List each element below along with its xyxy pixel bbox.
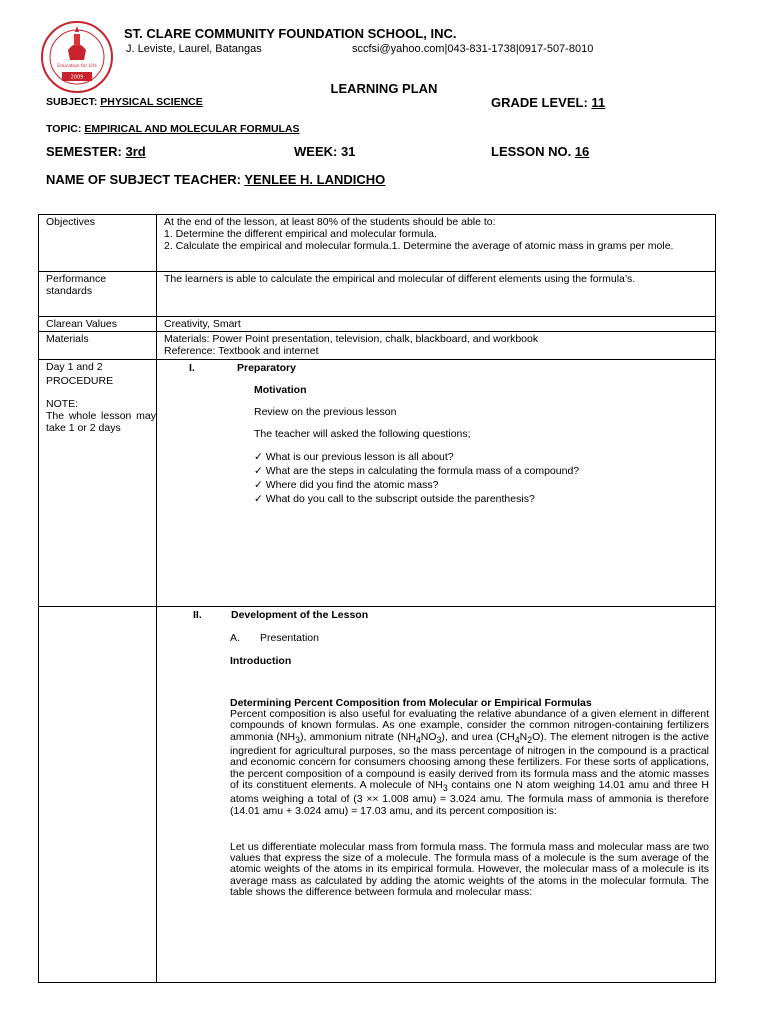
subscript: 4 xyxy=(415,734,421,745)
procedure-row-1 xyxy=(39,360,716,607)
procedure-empty-cell xyxy=(39,607,157,983)
values-label: Clarean Values xyxy=(39,317,157,332)
teacher-asks-text: The teacher will asked the following questions; xyxy=(254,428,471,440)
school-contact: sccfsi@yahoo.com|043-831-1738|0917-507-8010 xyxy=(352,43,594,55)
materials-cell xyxy=(157,332,716,360)
procedure-row-2 xyxy=(39,607,716,983)
percent-composition-text xyxy=(230,709,709,817)
objectives-label: Objectives xyxy=(39,215,157,272)
subscript: 3 xyxy=(295,734,300,745)
values-row xyxy=(39,317,716,332)
performance-label: Performance standards xyxy=(39,272,157,317)
formula-mass-text: Let us differentiate molecular mass from formula mass. The formula mass and molecular mass are two values that express the size of a molecule. The formula mass of a molecule is the sum average of the atomic weights of the atoms in its empirical formula. However, the molecular mass of a molecule is its average mass as calculated by adding the atomic weights of the atoms in the molecular formula. The table shows the difference between formula and molecular mass: xyxy=(230,840,709,899)
grade-label: GRADE LEVEL: xyxy=(491,95,592,110)
topic-label: TOPIC: xyxy=(46,123,85,135)
procedure-label-cell xyxy=(39,360,157,607)
note-label: NOTE: xyxy=(46,398,79,410)
question-item: ✓ What is our previous lesson is all about? xyxy=(254,451,454,463)
topic-field xyxy=(46,123,300,135)
development-heading xyxy=(189,609,709,621)
subscript: 4 xyxy=(514,734,520,745)
development-cell xyxy=(157,607,716,983)
subject-value: PHYSICAL SCIENCE xyxy=(100,96,203,108)
lesson-field xyxy=(491,144,589,159)
subject-field xyxy=(46,96,203,108)
grade-value: 11 xyxy=(591,95,606,110)
teacher-field xyxy=(46,172,385,187)
presentation-heading xyxy=(230,632,709,644)
question-item: ✓ What are the steps in calculating the formula mass of a compound? xyxy=(254,465,580,477)
materials-label: Materials xyxy=(39,332,157,360)
document-title: LEARNING PLAN xyxy=(330,81,438,96)
semester-value: 3rd xyxy=(125,144,146,159)
motivation-heading: Motivation xyxy=(254,384,307,396)
note-text: The whole lesson may take 1 or 2 days xyxy=(46,410,156,434)
materials-row xyxy=(39,332,716,360)
lesson-label: LESSON NO. xyxy=(491,144,575,159)
reference-text: Reference: Textbook and internet xyxy=(164,345,319,357)
semester-field xyxy=(46,144,146,159)
text-run: ), and urea (CH xyxy=(441,730,515,743)
questions-list xyxy=(164,450,709,506)
preparatory-cell xyxy=(157,360,716,607)
section-1-number: I. xyxy=(189,362,195,374)
school-address: J. Leviste, Laurel, Batangas xyxy=(126,43,262,55)
text-run: contains one N atom weighing 14.01 amu and three H atoms weighing a total of (3 ×× 1.008 amu) = 3.024 amu. The formula mass of ammonia is therefore (14.01 amu + 3.024 amu) = 17.03 amu, and its percent composition is: xyxy=(230,778,709,817)
objectives-row xyxy=(39,215,716,272)
grade-field xyxy=(491,95,605,110)
teacher-value: YENLEE H. LANDICHO xyxy=(244,172,386,187)
week-field: WEEK: 31 xyxy=(294,144,356,159)
day-label: Day 1 and 2 xyxy=(46,361,103,373)
review-text: Review on the previous lesson xyxy=(254,406,397,418)
objectives-intro: At the end of the lesson, at least 80% of the students should be able to: xyxy=(164,216,496,228)
performance-text: The learners is able to calculate the empirical and molecular of different elements using the formula’s. xyxy=(157,272,716,317)
objectives-cell xyxy=(157,215,716,272)
values-text: Creativity, Smart xyxy=(157,317,716,332)
question-item: ✓ Where did you find the atomic mass? xyxy=(254,479,439,491)
teacher-label: NAME OF SUBJECT TEACHER: xyxy=(46,172,245,187)
subject-label: SUBJECT: xyxy=(46,96,101,108)
subscript: 3 xyxy=(442,782,448,793)
text-run: O). The element nitrogen is the active ingredient for agricultural purposes, so the mass percentage of nitrogen in the compound is a practical and economic concern for consumers choosing among these fertilizers. For these sorts of applications, the percent composition of a compound is easily derived from its formula mass and the atomic masses of its constituent elements. A molecule of NH xyxy=(230,730,709,791)
question-item: ✓ What do you call to the subscript outside the parenthesis? xyxy=(254,493,535,505)
text-run: ), ammonium nitrate (NH xyxy=(299,730,416,743)
text-run: Percent composition is also useful for evaluating the relative abundance of a given element in different compounds of known formulas. As one example, consider the common nitrogen-containing fertilizers ammonia (NH xyxy=(230,708,709,743)
subscript: 2 xyxy=(527,734,533,745)
percent-composition-heading: Determining Percent Composition from Molecular or Empirical Formulas xyxy=(230,697,592,709)
introduction-heading: Introduction xyxy=(230,655,292,667)
preparatory-heading xyxy=(189,362,709,374)
school-name: ST. CLARE COMMUNITY FOUNDATION SCHOOL, INC. xyxy=(124,26,457,41)
text-run: NO xyxy=(420,730,437,743)
section-1-title: Preparatory xyxy=(237,362,296,374)
presentation-title: Presentation xyxy=(260,632,319,644)
materials-text: Materials: Power Point presentation, television, chalk, blackboard, and workbook xyxy=(164,333,539,345)
seal-year: 2009 xyxy=(70,74,84,81)
semester-label: SEMESTER: xyxy=(46,144,126,159)
objective-1: 1. Determine the different empirical and molecular formula. xyxy=(164,228,437,240)
lesson-value: 16 xyxy=(574,144,590,159)
topic-value: EMPIRICAL AND MOLECULAR FORMULAS xyxy=(84,123,300,135)
objective-2: 2. Calculate the empirical and molecular formula.1. Determine the average of atomic mass in grams per mole. xyxy=(164,240,674,252)
learning-plan-table xyxy=(38,214,716,983)
subscript: 3 xyxy=(436,734,442,745)
seal-motto: Education for Life xyxy=(57,64,97,69)
procedure-label: PROCEDURE xyxy=(46,375,114,387)
section-2-title: Development of the Lesson xyxy=(231,609,369,621)
section-2-number: II. xyxy=(193,609,202,621)
performance-row xyxy=(39,272,716,317)
text-run: N xyxy=(519,730,528,743)
presentation-number: A. xyxy=(230,632,240,644)
